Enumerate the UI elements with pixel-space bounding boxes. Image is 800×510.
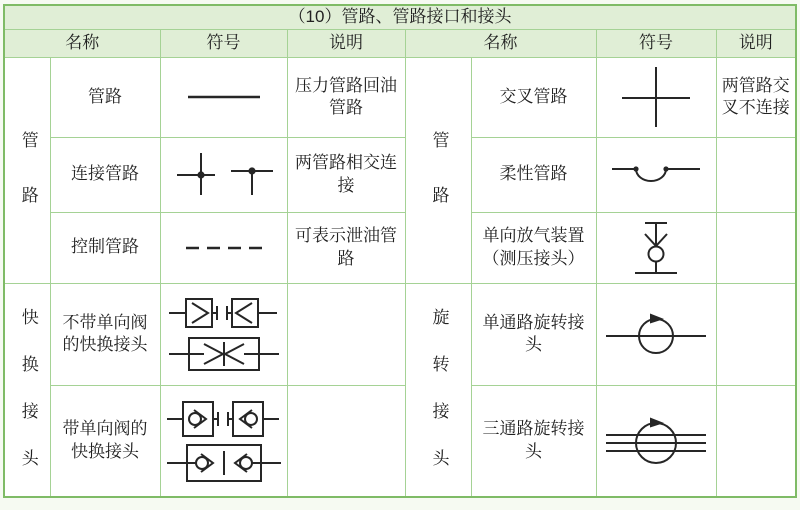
desc-cell [287,385,405,497]
symbol-triple-passage-rotary-joint [596,385,716,497]
desc-cell: 两管路相交连接 [287,137,405,212]
category-right-rotary-joints [405,283,471,497]
name-cell: 控制管路 [50,212,160,283]
table-row [4,57,796,137]
category-label: 旋转接头 [429,307,449,496]
header-name-right: 名称 [405,29,596,57]
category-right-pipelines [405,57,471,283]
table-row [4,29,796,57]
symbol-flexible-pipeline-arc [596,137,716,212]
name-cell: 柔性管路 [471,137,596,212]
desc-cell: 两管路交叉不连接 [716,57,796,137]
table-row [4,212,796,283]
category-label: 管路 [18,130,38,241]
desc-cell [716,283,796,385]
desc-cell [716,137,796,212]
symbol-single-passage-rotary-joint [596,283,716,385]
name-cell: 带单向阀的快换接头 [50,385,160,497]
category-left-pipelines [4,57,50,283]
header-symbol-left: 符号 [160,29,287,57]
desc-cell: 可表示泄油管路 [287,212,405,283]
symbol-pipeline-junction-with-dots [160,137,287,212]
header-desc-left: 说明 [287,29,405,57]
desc-cell: 压力管路回油管路 [287,57,405,137]
symbol-dashed-control-line [160,212,287,283]
solid-pipeline-line-icon [178,90,270,104]
symbol-quick-coupling-with-check-valve [160,385,287,497]
table-row [4,137,796,212]
table-row [4,283,796,385]
quick-coupling-with-check-valve-icon [167,395,281,487]
pipeline-junction-with-dots-icon [169,149,279,201]
single-passage-rotary-joint-icon [604,307,708,361]
header-desc-right: 说明 [716,29,796,57]
crossing-pipelines-icon [614,65,698,129]
symbol-table [3,4,797,498]
name-cell: 连接管路 [50,137,160,212]
category-label: 管路 [429,130,449,241]
table-row [4,5,796,29]
dashed-control-line-icon [178,241,270,255]
name-cell: 单向放气装置（测压接头） [471,212,596,283]
flexible-pipeline-arc-icon [608,160,704,190]
symbol-one-way-air-bleed-device [596,212,716,283]
category-left-quick-couplings [4,283,50,497]
symbol-crossing-pipelines [596,57,716,137]
one-way-air-bleed-device-icon [624,218,688,278]
header-name-left: 名称 [4,29,160,57]
desc-cell [716,385,796,497]
header-symbol-right: 符号 [596,29,716,57]
name-cell: 不带单向阀的快换接头 [50,283,160,385]
symbol-solid-pipeline-line [160,57,287,137]
name-cell: 单通路旋转接头 [471,283,596,385]
table-title: （10）管路、管路接口和接头 [4,5,796,29]
name-cell: 三通路旋转接头 [471,385,596,497]
name-cell: 管路 [50,57,160,137]
name-cell: 交叉管路 [471,57,596,137]
desc-cell [716,212,796,283]
quick-coupling-without-check-valve-icon [167,291,281,377]
category-label: 快换接头 [18,307,38,496]
triple-passage-rotary-joint-icon [604,411,708,471]
desc-cell [287,283,405,385]
table-row [4,385,796,497]
symbol-quick-coupling-without-check-valve [160,283,287,385]
